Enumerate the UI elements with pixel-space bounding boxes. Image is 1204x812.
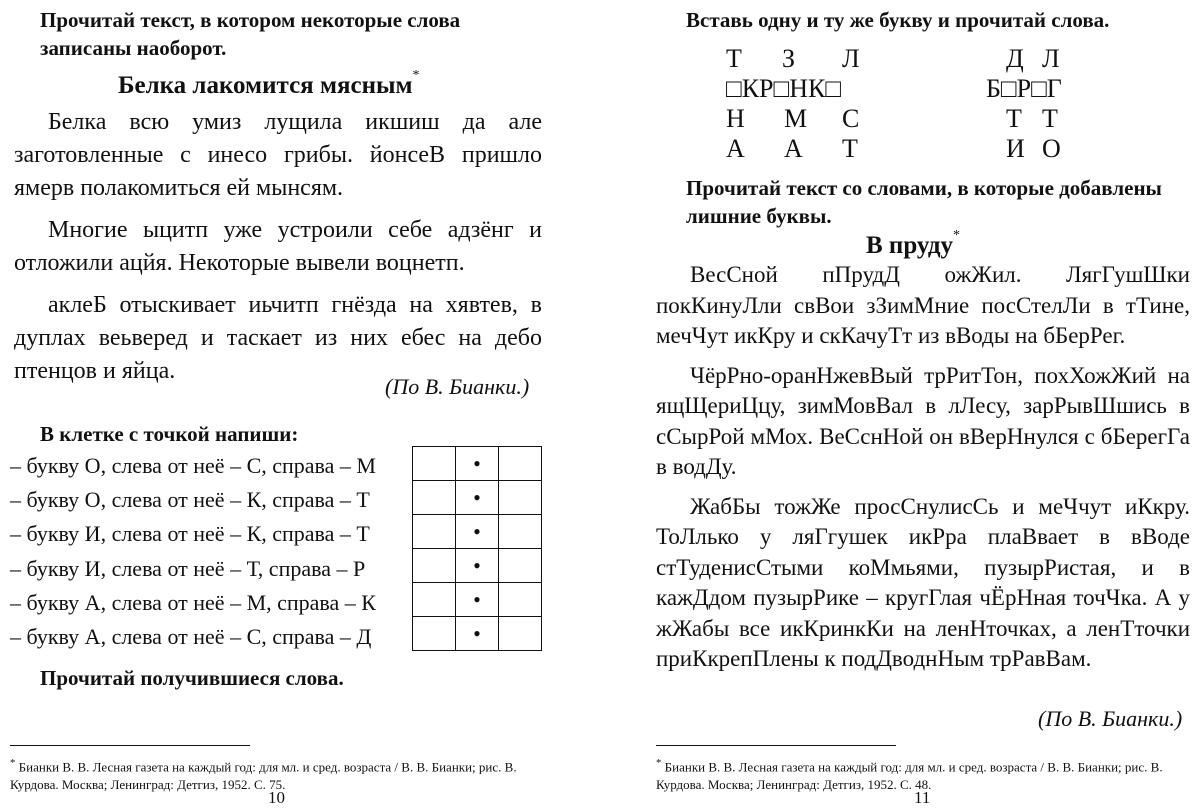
letter: И (1006, 134, 1025, 163)
exercise-line: – букву О, слева от неё – К, справа – Т (10, 487, 370, 512)
page-number: 10 (268, 788, 285, 807)
footnote-marker: * (412, 68, 420, 83)
letter: Н (726, 104, 745, 133)
word-with-gaps: Б□Р□Г (986, 74, 1062, 103)
footnote-marker: * (952, 228, 960, 243)
task-extra-letters: Прочитай текст со словами, в которые добавлены лишние буквы. (686, 176, 1162, 228)
grid-cell-dot[interactable]: • (456, 583, 499, 617)
grid-cell-dot[interactable]: • (456, 447, 499, 481)
grid-row (413, 447, 542, 481)
grid-cell[interactable] (413, 447, 456, 481)
footnote-divider (10, 745, 250, 746)
grid-cell[interactable] (413, 515, 456, 549)
story-title-v-prudu (866, 228, 960, 260)
letter: З (782, 44, 796, 73)
right-page (602, 0, 1204, 812)
grid-cell-dot[interactable]: • (456, 549, 499, 583)
footnote-mark: * (10, 757, 16, 769)
grid-row (413, 549, 542, 583)
story-title-text: Белка лакомится мясным (118, 72, 413, 99)
grid-cell[interactable] (413, 481, 456, 515)
word-with-gaps: □КР□НК□ (726, 74, 842, 103)
grid-cell-dot[interactable]: • (456, 617, 499, 651)
letter: О (1042, 134, 1061, 163)
grid-cell[interactable] (413, 583, 456, 617)
letter: Т (1042, 104, 1058, 133)
letter: М (784, 104, 808, 133)
grid-cell[interactable] (499, 515, 542, 549)
grid-cell[interactable] (499, 481, 542, 515)
attribution: (По В. Бианки.) (1038, 706, 1183, 731)
letter: С (842, 104, 860, 133)
footnote-mark: * (656, 757, 662, 769)
letter: Д (1006, 44, 1024, 73)
paragraph: Белка всю умиз лущила икшиш да але заготовленные с инесо грибы. йонсеВ пришло ямерв полакомиться ей мынсям. (14, 109, 542, 201)
paragraph: аклеБ отыскивает иьчитп гнёзда на хявтев, в дуплах веьверед и таскает из них ебес на дебо птенцов и яйца. (14, 292, 542, 384)
page-number: 11 (914, 788, 931, 807)
exercise-line: – букву А, слева от неё – С, справа – Д (10, 624, 372, 649)
attribution: (По В. Бианки.) (385, 374, 530, 399)
grid-cell-dot[interactable]: • (456, 515, 499, 549)
task-read-words: Прочитай получившиеся слова. (40, 666, 344, 690)
exercise-line: – букву И, слева от неё – К, справа – Т (10, 521, 370, 546)
grid-cell[interactable] (499, 447, 542, 481)
letter: Л (842, 44, 860, 73)
letter: Т (726, 44, 742, 73)
exercise-line: – букву А, слева от неё – М, справа – К (10, 590, 376, 615)
task-reversed-words: Прочитай текст, в котором некоторые слова записаны наоборот. (40, 8, 461, 60)
grid-row (413, 617, 542, 651)
grid-cell[interactable] (413, 549, 456, 583)
story-title-text: В пруду (866, 232, 953, 259)
grid-cell-dot[interactable]: • (456, 481, 499, 515)
paragraph: ВесСной пПрудД ожЖил. ЛягГушШки покКинуЛли свВои зЗимМние посСтелЛи в тТине, мечЧут икКру и скКачуТт из вВоды на бБерРег. (656, 262, 1190, 348)
story-text-v-prudu (656, 260, 1190, 675)
exercise-line: – букву О, слева от неё – С, справа – М (10, 453, 376, 478)
letter: А (784, 134, 803, 163)
grid-row (413, 515, 542, 549)
letter: А (726, 134, 745, 163)
footnote-text: Бианки В. В. Лесная газета на каждый год: для мл. и сред. возраста / В. В. Бианки; рис. В. Курдова. Москва; Ленинград: Детгиз, 1952. С. 75. (10, 759, 517, 793)
paragraph: ЧёрРно-оранНжевВый трРитТон, похХожЖий на ящЩериЦцу, зимМовВал в лЛесу, зарРывШшись в сСырРой мМох. ВеСснНой он вВерНнулся с бБерегГа в водДу. (656, 362, 1190, 479)
grid-cell[interactable] (413, 617, 456, 651)
task-grid-instruction: В клетке с точкой напиши: (40, 422, 299, 446)
letter: Т (1006, 104, 1022, 133)
paragraph: ЖабБы тожЖе просСнулисСь и меЧчут иКкру. ТоЛлько у ляГгушек икРра плаВвает в вВоде стТуденисСтыми коМмьями, пузырРистая, и в кажДдом пузырРике – кругГлая чЁрНная точЧка. А у жЖабы все икКринкКи на ленНточках, а ленТточки приКкрепПлены к подДводнНым трРавВам. (656, 493, 1190, 671)
task-insert-letter: Вставь одну и ту же букву и прочитай слова. (686, 8, 1110, 32)
footnote-text: Бианки В. В. Лесная газета на каждый год: для мл. и сред. возраста / В. В. Бианки; рис. В. Курдова. Москва; Ленинград: Детгиз, 1952. С. 48. (656, 759, 1163, 793)
grid-cell[interactable] (499, 583, 542, 617)
paragraph: Многие ыцитп уже устроили себе адзёнг и отложили ацйя. Некоторые вывели воцнетп. (14, 217, 542, 276)
letter: Л (1042, 44, 1060, 73)
story-title-belka (118, 68, 420, 100)
grid-cell[interactable] (499, 617, 542, 651)
footnote-divider (656, 745, 896, 746)
grid-row (413, 583, 542, 617)
grid-cell[interactable] (499, 549, 542, 583)
letter: Т (842, 134, 858, 163)
grid-row (413, 481, 542, 515)
story-text-belka (14, 106, 542, 388)
letter-cell-grid (412, 446, 542, 651)
exercise-line: – букву И, слева от неё – Т, справа – Р (10, 556, 366, 581)
